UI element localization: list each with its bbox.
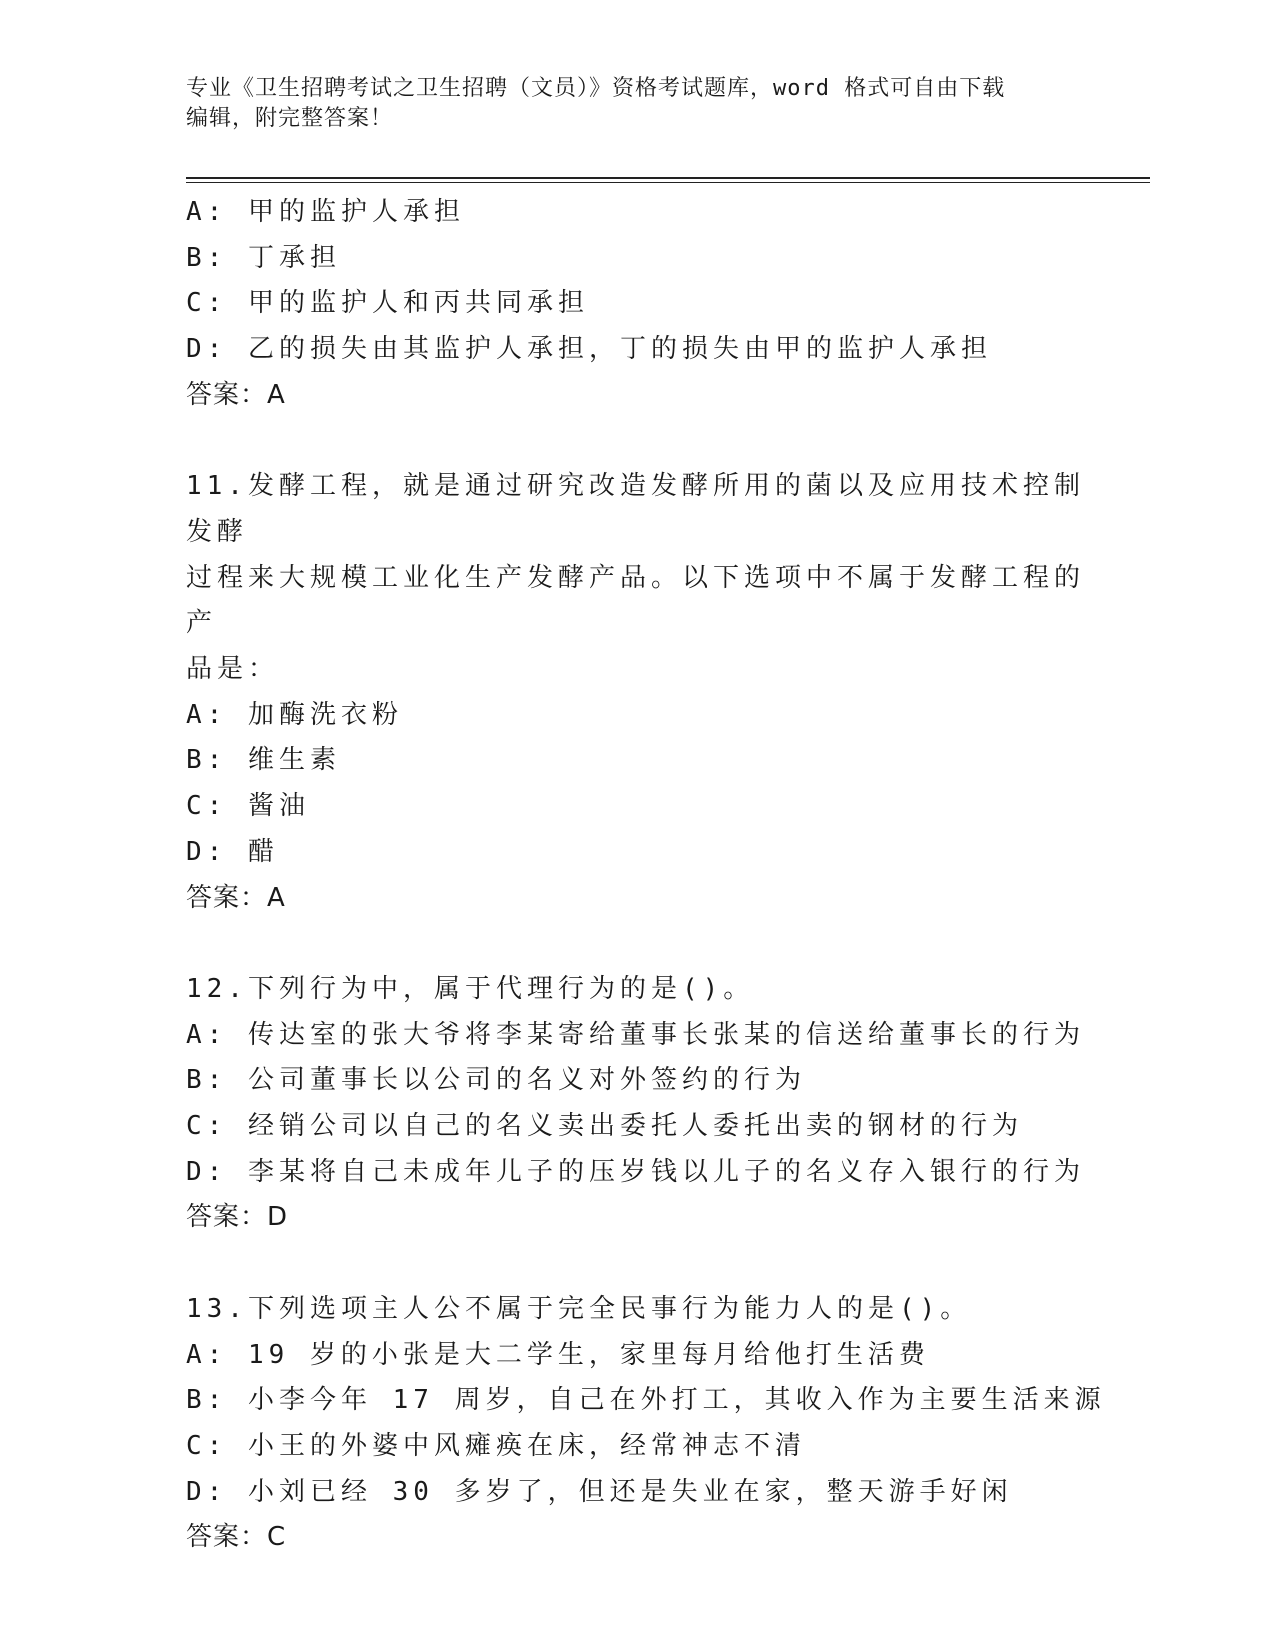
option-a: A: 甲的监护人承担: [186, 197, 465, 227]
question-stem-line: 12.下列行为中，属于代理行为的是()。: [186, 973, 755, 1004]
question-stem-line: 11.发酵工程，就是通过研究改造发酵所用的菌以及应用技术控制发酵: [186, 471, 1085, 547]
option-c: C: 酱油: [186, 791, 310, 822]
answer-line: 答案：A: [186, 379, 286, 410]
option-c: C: 经销公司以自己的名义卖出委托人委托出卖的钢材的行为: [186, 1111, 1023, 1142]
header-line-1: 专业《卫生招聘考试之卫生招聘（文员）》资格考试题库，word 格式可自由下载: [186, 76, 1006, 101]
question-12: [186, 967, 1086, 1241]
header-divider-thin: [186, 182, 1150, 183]
answer-line: 答案：C: [186, 1522, 287, 1553]
answer-line: 答案：A: [186, 882, 286, 913]
option-d: D: 李某将自己未成年儿子的压岁钱以儿子的名义存入银行的行为: [186, 1156, 1085, 1187]
spacer: [186, 921, 1086, 967]
header-divider-thick: [186, 177, 1150, 179]
option-d: D: 醋: [186, 836, 279, 867]
option-a: A: 加酶洗衣粉: [186, 699, 403, 730]
question-stem-line: 13.下列选项主人公不属于完全民事行为能力人的是()。: [186, 1293, 972, 1324]
option-c: C: 小王的外婆中风瘫痪在床，经常神志不清: [186, 1430, 806, 1461]
option-d: D: 小刘已经 30 多岁了，但还是失业在家，整天游手好闲: [186, 1476, 1013, 1507]
header-line-2: 编辑，附完整答案！: [186, 106, 394, 131]
option-b: B: 丁承担: [186, 242, 341, 273]
option-b: B: 公司董事长以公司的名义对外签约的行为: [186, 1065, 806, 1096]
option-a: A: 19 岁的小张是大二学生，家里每月给他打生活费: [186, 1339, 930, 1370]
questions-content: [186, 190, 1106, 1561]
question-stem-line: 品是：: [186, 654, 280, 685]
option-c: C: 甲的监护人和丙共同承担: [186, 288, 589, 319]
question-11: [186, 464, 1086, 921]
answer-line: 答案：D: [186, 1202, 289, 1233]
question-13: [186, 1287, 1106, 1561]
option-d: D: 乙的损失由其监护人承担，丁的损失由甲的监护人承担: [186, 334, 992, 365]
option-a: A: 传达室的张大爷将李某寄给董事长张某的信送给董事长的行为: [186, 1019, 1085, 1050]
question-stem-line: 过程来大规模工业化生产发酵产品。以下选项中不属于发酵工程的产: [186, 562, 1086, 639]
option-b: B: 维生素: [186, 745, 341, 776]
option-b: B: 小李今年 17 周岁，自己在外打工，其收入作为主要生活来源: [186, 1385, 1106, 1416]
spacer: [186, 419, 1086, 465]
question-10: [186, 190, 1086, 419]
spacer: [186, 1241, 1086, 1287]
document-header: [186, 74, 1086, 134]
